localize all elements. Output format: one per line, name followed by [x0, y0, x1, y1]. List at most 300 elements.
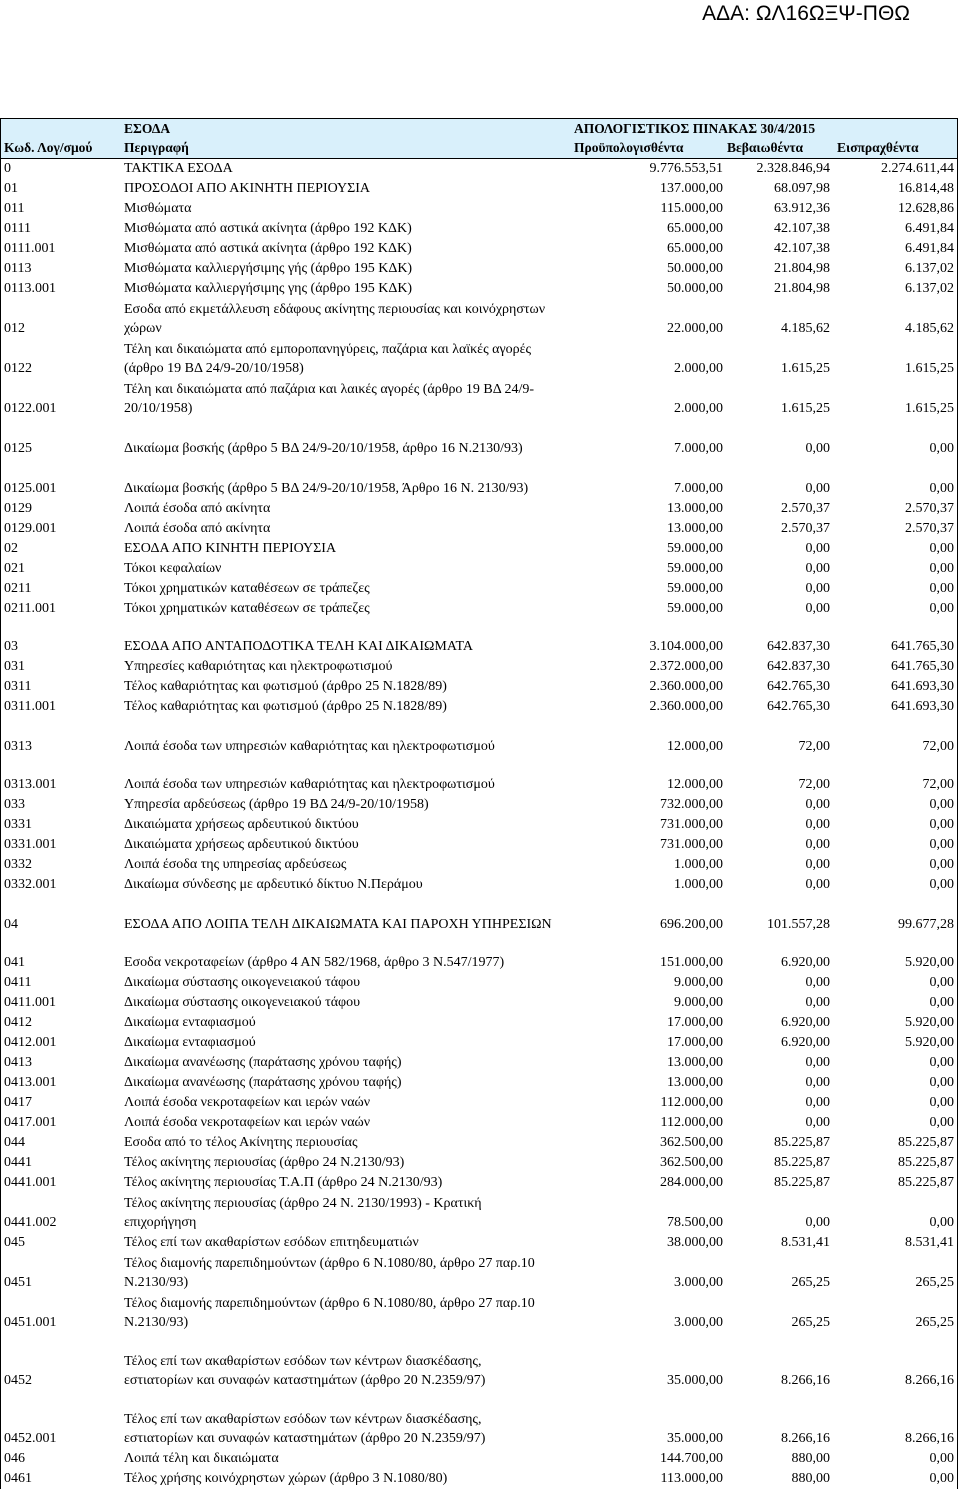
collected-value: 4.185,62	[905, 321, 954, 336]
confirmed-value: 880,00	[791, 1451, 830, 1466]
description: Λοιπά έσοδα από ακίνητα	[124, 501, 271, 516]
account-code: 02	[4, 541, 18, 556]
collected-value: 0,00	[929, 1075, 954, 1090]
budget-value: 2.360.000,00	[649, 679, 723, 694]
account-code: 04	[4, 917, 18, 932]
collected-value: 0,00	[929, 837, 954, 852]
description: Δικαίωμα σύνδεσης με αρδευτικό δίκτυο Ν.Περάμου	[124, 877, 423, 892]
table-row	[1, 199, 957, 219]
budget-value: 151.000,00	[660, 955, 723, 970]
collected-value: 0,00	[929, 877, 954, 892]
account-code: 0451	[4, 1275, 32, 1290]
account-code: 012	[4, 321, 25, 336]
description: Τέλος διαμονής παρεπιδημούντων (άρθρο 6 Ν.1080/80, άρθρο 27 παρ.10 Ν.2130/93)	[124, 1256, 535, 1290]
description: Μισθώματα από αστικά ακίνητα (άρθρο 192 ΚΔΚ)	[124, 221, 412, 236]
account-code: 03	[4, 639, 18, 654]
table-row	[1, 1133, 957, 1153]
budget-value: 9.000,00	[674, 995, 723, 1010]
budget-value: 1.000,00	[674, 857, 723, 872]
confirmed-value: 0,00	[805, 857, 830, 872]
budget-value: 731.000,00	[660, 837, 723, 852]
budget-value: 12.000,00	[667, 777, 723, 792]
confirmed-value: 8.531,41	[781, 1235, 830, 1250]
table-row	[1, 835, 957, 855]
budget-value: 362.500,00	[660, 1155, 723, 1170]
table-row	[1, 299, 957, 339]
confirmed-value: 85.225,87	[774, 1135, 830, 1150]
description: Τέλος ακίνητης περιουσίας (άρθρο 24 Ν. 2130/1993) - Κρατική επιχορήγηση	[124, 1196, 482, 1230]
budget-value: 38.000,00	[667, 1235, 723, 1250]
account-code: 0411.001	[4, 995, 56, 1010]
budget-value: 12.000,00	[667, 739, 723, 754]
table-row	[1, 1449, 957, 1469]
table-row	[1, 875, 957, 895]
collected-value: 0,00	[929, 541, 954, 556]
description: Εσοδα νεκροταφείων (άρθρο 4 ΑΝ 582/1968, άρθρο 3 Ν.547/1977)	[124, 955, 505, 970]
collected-value: 6.137,02	[905, 261, 954, 276]
table-row	[1, 677, 957, 697]
col-desc-header: Περιγραφή	[124, 140, 189, 155]
account-code: 0331	[4, 817, 32, 832]
account-code: 0313.001	[4, 777, 57, 792]
account-code: 0441.002	[4, 1215, 57, 1230]
collected-value: 641.693,30	[891, 699, 954, 714]
collected-value: 0,00	[929, 1115, 954, 1130]
col-confirmed-header: Βεβαιωθέντα	[727, 140, 804, 155]
description: Τέλος επί των ακαθαρίστων εσόδων επιτηδευματιών	[124, 1235, 419, 1250]
confirmed-value: 1.615,25	[781, 361, 830, 376]
account-code: 0122.001	[4, 401, 57, 416]
collected-value: 85.225,87	[898, 1135, 954, 1150]
account-code: 0311.001	[4, 699, 56, 714]
description: Τέλος διαμονής παρεπιδημούντων (άρθρο 6 Ν.1080/80, άρθρο 27 παρ.10 Ν.2130/93)	[124, 1296, 535, 1330]
description: Δικαίωμα σύστασης οικογενειακού τάφου	[124, 975, 361, 990]
budget-value: 17.000,00	[667, 1015, 723, 1030]
confirmed-value: 0,00	[805, 995, 830, 1010]
confirmed-value: 6.920,00	[781, 1035, 830, 1050]
confirmed-value: 8.266,16	[781, 1373, 830, 1388]
budget-value: 144.700,00	[660, 1451, 723, 1466]
description: Λοιπά έσοδα της υπηρεσίας αρδεύσεως	[124, 857, 347, 872]
table-row	[1, 757, 957, 795]
confirmed-value: 85.225,87	[774, 1175, 830, 1190]
budget-value: 35.000,00	[667, 1373, 723, 1388]
description: ΤΑΚΤΙΚΑ ΕΣΟΔΑ	[124, 161, 233, 176]
table-row	[1, 855, 957, 875]
confirmed-value: 0,00	[805, 1055, 830, 1070]
account-code: 01	[4, 181, 18, 196]
account-code: 0417	[4, 1095, 32, 1110]
column-header-row	[1, 139, 957, 158]
collected-value: 0,00	[929, 1215, 954, 1230]
collected-value: 1.615,25	[905, 361, 954, 376]
confirmed-value: 6.920,00	[781, 955, 830, 970]
confirmed-value: 0,00	[805, 1115, 830, 1130]
confirmed-value: 101.557,28	[767, 917, 830, 932]
budget-value: 50.000,00	[667, 261, 723, 276]
table-row	[1, 1173, 957, 1193]
budget-value: 65.000,00	[667, 241, 723, 256]
collected-value: 8.266,16	[905, 1431, 954, 1446]
description: Υπηρεσίες καθαριότητας και ηλεκτροφωτισμού	[124, 659, 393, 674]
confirmed-value: 42.107,38	[774, 241, 830, 256]
description: Τέλος ακίνητης περιουσίας Τ.Α.Π (άρθρο 24 Ν.2130/93)	[124, 1175, 443, 1190]
table-row	[1, 579, 957, 599]
table-row	[1, 1053, 957, 1073]
confirmed-value: 0,00	[805, 1095, 830, 1110]
collected-value: 6.137,02	[905, 281, 954, 296]
account-code: 0441	[4, 1155, 32, 1170]
budget-value: 13.000,00	[667, 1075, 723, 1090]
account-code: 0211.001	[4, 601, 56, 616]
budget-value: 13.000,00	[667, 501, 723, 516]
budget-value: 22.000,00	[667, 321, 723, 336]
collected-value: 6.491,84	[905, 241, 954, 256]
description: Δικαιώματα χρήσεως αρδευτικού δικτύου	[124, 837, 359, 852]
table-row	[1, 1153, 957, 1173]
col-collected-header: Εισπραχθέντα	[837, 140, 919, 155]
description: Τέλος επί των ακαθαρίστων εσόδων των κέντρων διασκέδασης, εστιατορίων και συναφών καταστημάτων (άρθρο 20 Ν.2359/97)	[124, 1354, 486, 1388]
collected-value: 99.677,28	[898, 917, 954, 932]
confirmed-value: 0,00	[805, 581, 830, 596]
budget-value: 2.000,00	[674, 361, 723, 376]
budget-value: 7.000,00	[674, 441, 723, 456]
budget-value: 78.500,00	[667, 1215, 723, 1230]
collected-value: 85.225,87	[898, 1175, 954, 1190]
table-row	[1, 1073, 957, 1093]
table-row	[1, 219, 957, 239]
col-budget-header: Προϋπολογισθέντα	[574, 140, 684, 155]
account-code: 0413.001	[4, 1075, 57, 1090]
account-code: 0113.001	[4, 281, 56, 296]
table-row	[1, 1233, 957, 1253]
confirmed-value: 642.765,30	[767, 679, 830, 694]
table-title-row	[1, 118, 957, 139]
confirmed-value: 42.107,38	[774, 221, 830, 236]
collected-value: 2.274.611,44	[881, 161, 954, 176]
account-code: 0313	[4, 739, 32, 754]
budget-value: 13.000,00	[667, 1055, 723, 1070]
confirmed-value: 1.615,25	[781, 401, 830, 416]
collected-value: 0,00	[929, 1055, 954, 1070]
collected-value: 0,00	[929, 797, 954, 812]
account-code: 011	[4, 201, 25, 216]
description: Τέλη και δικαιώματα από εμποροπανηγύρεις, παζάρια και λαϊκές αγορές (άρθρο 19 ΒΔ 24/9-20/10/1958)	[124, 342, 532, 376]
confirmed-value: 880,00	[791, 1471, 830, 1486]
account-code: 0417.001	[4, 1115, 57, 1130]
table-row	[1, 1193, 957, 1233]
confirmed-value: 0,00	[805, 1075, 830, 1090]
table-row	[1, 279, 957, 299]
confirmed-value: 21.804,98	[774, 281, 830, 296]
confirmed-value: 0,00	[805, 1215, 830, 1230]
table-row	[1, 1333, 957, 1391]
account-code: 0	[4, 161, 11, 176]
table-row	[1, 179, 957, 199]
description: Υπηρεσία αρδεύσεως (άρθρο 19 ΒΔ 24/9-20/10/1958)	[124, 797, 429, 812]
description: Δικαιώματα χρήσεως αρδευτικού δικτύου	[124, 817, 359, 832]
collected-value: 5.920,00	[905, 955, 954, 970]
table-row	[1, 697, 957, 717]
table-row	[1, 795, 957, 815]
budget-value: 112.000,00	[660, 1095, 723, 1110]
confirmed-value: 2.328.846,94	[756, 161, 830, 176]
collected-value: 2.570,37	[905, 521, 954, 536]
account-code: 045	[4, 1235, 25, 1250]
account-code: 0412.001	[4, 1035, 57, 1050]
collected-value: 641.693,30	[891, 679, 954, 694]
description: Λοιπά τέλη και δικαιώματα	[124, 1451, 279, 1466]
account-code: 0111.001	[4, 241, 56, 256]
budget-value: 59.000,00	[667, 601, 723, 616]
confirmed-value: 265,25	[791, 1275, 830, 1290]
account-code: 0113	[4, 261, 32, 276]
description: Τέλος καθαριότητας και φωτισμού (άρθρο 25 Ν.1828/89)	[124, 679, 447, 694]
description: Εσοδα από εκμετάλλευση εδάφους ακίνητης περιουσίας και κοινόχρηστων χώρων	[124, 302, 546, 336]
description: Δικαίωμα βοσκής (άρθρο 5 ΒΔ 24/9-20/10/1958, άρθρο 16 Ν.2130/93)	[124, 441, 523, 456]
description: Δικαίωμα ανανέωσης (παράτασης χρόνου ταφής)	[124, 1075, 402, 1090]
description: Τόκοι χρηματικών καταθέσεων σε τράπεζες	[124, 601, 370, 616]
budget-value: 65.000,00	[667, 221, 723, 236]
description: Μισθώματα	[124, 201, 192, 216]
confirmed-value: 72,00	[798, 739, 830, 754]
collected-value: 1.615,25	[905, 401, 954, 416]
account-code: 0411	[4, 975, 32, 990]
confirmed-value: 0,00	[805, 601, 830, 616]
table-row	[1, 419, 957, 459]
account-code: 0332.001	[4, 877, 57, 892]
account-code: 033	[4, 797, 25, 812]
confirmed-value: 4.185,62	[781, 321, 830, 336]
collected-value: 0,00	[929, 1095, 954, 1110]
budget-value: 13.000,00	[667, 521, 723, 536]
description: ΕΣΟΔΑ ΑΠΟ ΑΝΤΑΠΟΔΟΤΙΚΑ ΤΕΛΗ ΚΑΙ ΔΙΚΑΙΩΜΑΤΑ	[124, 639, 473, 654]
collected-value: 5.920,00	[905, 1015, 954, 1030]
description: ΕΣΟΔΑ ΑΠΟ ΛΟΙΠΑ ΤΕΛΗ ΔΙΚΑΙΩΜΑΤΑ ΚΑΙ ΠΑΡΟΧΗ ΥΠΗΡΕΣΙΩΝ	[124, 917, 552, 932]
collected-value: 5.920,00	[905, 1035, 954, 1050]
confirmed-value: 0,00	[805, 541, 830, 556]
collected-value: 0,00	[929, 1451, 954, 1466]
collected-value: 0,00	[929, 481, 954, 496]
description: Εσοδα από το τέλος Ακίνητης περιουσίας	[124, 1135, 358, 1150]
collected-value: 641.765,30	[891, 639, 954, 654]
collected-value: 0,00	[929, 441, 954, 456]
account-code: 0441.001	[4, 1175, 57, 1190]
account-code: 021	[4, 561, 25, 576]
table-row	[1, 259, 957, 279]
confirmed-value: 21.804,98	[774, 261, 830, 276]
budget-value: 731.000,00	[660, 817, 723, 832]
table-row	[1, 1033, 957, 1053]
account-code: 0412	[4, 1015, 32, 1030]
description: ΕΣΟΔΑ ΑΠΟ ΚΙΝΗΤΗ ΠΕΡΙΟΥΣΙΑ	[124, 541, 337, 556]
table-row	[1, 519, 957, 539]
table-row	[1, 459, 957, 499]
table-row	[1, 158, 957, 179]
description: Τέλος χρήσης κοινόχρηστων χώρων (άρθρο 3 Ν.1080/80)	[124, 1471, 448, 1486]
collected-value: 72,00	[922, 739, 954, 754]
budget-value: 696.200,00	[660, 917, 723, 932]
budget-value: 9.776.553,51	[649, 161, 723, 176]
account-code: 041	[4, 955, 25, 970]
collected-value: 85.225,87	[898, 1155, 954, 1170]
description: Λοιπά έσοδα των υπηρεσιών καθαριότητας και ηλεκτροφωτισμού	[124, 739, 495, 754]
budget-value: 2.360.000,00	[649, 699, 723, 714]
section-title: ΕΣΟΔΑ	[124, 121, 171, 136]
confirmed-value: 8.266,16	[781, 1431, 830, 1446]
ada-reference: ΑΔΑ: ΩΛ16ΩΞΨ-ΠΘΩ	[702, 2, 910, 25]
table-row	[1, 1013, 957, 1033]
collected-value: 0,00	[929, 581, 954, 596]
account-code: 0451.001	[4, 1315, 57, 1330]
budget-value: 17.000,00	[667, 1035, 723, 1050]
confirmed-value: 0,00	[805, 817, 830, 832]
table-row	[1, 935, 957, 973]
collected-value: 641.765,30	[891, 659, 954, 674]
budget-value: 9.000,00	[674, 975, 723, 990]
confirmed-value: 0,00	[805, 877, 830, 892]
table-row	[1, 599, 957, 619]
description: Τέλος επί των ακαθαρίστων εσόδων των κέντρων διασκέδασης, εστιατορίων και συναφών καταστημάτων (άρθρο 20 Ν.2359/97)	[124, 1412, 486, 1446]
confirmed-value: 642.837,30	[767, 639, 830, 654]
budget-value: 362.500,00	[660, 1135, 723, 1150]
budget-value: 2.000,00	[674, 401, 723, 416]
table-row	[1, 973, 957, 993]
budget-value: 3.000,00	[674, 1275, 723, 1290]
budget-value: 59.000,00	[667, 581, 723, 596]
budget-value: 35.000,00	[667, 1431, 723, 1446]
account-code: 031	[4, 659, 25, 674]
budget-value: 7.000,00	[674, 481, 723, 496]
budget-value: 50.000,00	[667, 281, 723, 296]
description: Μισθώματα καλλιεργήσιμης γης (άρθρο 195 ΚΔΚ)	[124, 281, 413, 296]
budget-value: 112.000,00	[660, 1115, 723, 1130]
collected-value: 6.491,84	[905, 221, 954, 236]
budget-value: 115.000,00	[660, 201, 723, 216]
confirmed-value: 68.097,98	[774, 181, 830, 196]
table-row	[1, 1093, 957, 1113]
confirmed-value: 265,25	[791, 1315, 830, 1330]
description: Τέλος ακίνητης περιουσίας (άρθρο 24 Ν.2130/93)	[124, 1155, 405, 1170]
collected-value: 8.266,16	[905, 1373, 954, 1388]
description: Δικαίωμα σύστασης οικογενειακού τάφου	[124, 995, 361, 1010]
collected-value: 0,00	[929, 995, 954, 1010]
collected-value: 8.531,41	[905, 1235, 954, 1250]
collected-value: 265,25	[915, 1275, 954, 1290]
description: Λοιπά έσοδα νεκροταφείων και ιερών ναών	[124, 1115, 371, 1130]
account-code: 0211	[4, 581, 32, 596]
account-code: 0129	[4, 501, 32, 516]
confirmed-value: 642.837,30	[767, 659, 830, 674]
collected-value: 0,00	[929, 1471, 954, 1486]
confirmed-value: 642.765,30	[767, 699, 830, 714]
table-row	[1, 1293, 957, 1333]
account-code: 0452	[4, 1373, 32, 1388]
table-row	[1, 1469, 957, 1489]
description: Μισθώματα καλλιεργήσιμης γής (άρθρο 195 ΚΔΚ)	[124, 261, 413, 276]
description: Τέλη και δικαιώματα από παζάρια και λαικές αγορές (άρθρο 19 ΒΔ 24/9-20/10/1958)	[124, 382, 535, 416]
table-body	[1, 158, 957, 1489]
account-code: 044	[4, 1135, 25, 1150]
description: Λοιπά έσοδα νεκροταφείων και ιερών ναών	[124, 1095, 371, 1110]
account-code: 0332	[4, 857, 32, 872]
table-row	[1, 717, 957, 757]
table-row	[1, 499, 957, 519]
budget-value: 284.000,00	[660, 1175, 723, 1190]
account-code: 0452.001	[4, 1431, 57, 1446]
account-code: 0311	[4, 679, 32, 694]
collected-value: 265,25	[915, 1315, 954, 1330]
collected-value: 16.814,48	[898, 181, 954, 196]
confirmed-value: 0,00	[805, 481, 830, 496]
budget-value: 2.372.000,00	[649, 659, 723, 674]
account-code: 046	[4, 1451, 25, 1466]
budget-value: 1.000,00	[674, 877, 723, 892]
table-row	[1, 1253, 957, 1293]
account-code: 0125	[4, 441, 32, 456]
confirmed-value: 2.570,37	[781, 521, 830, 536]
table-title: ΑΠΟΛΟΓΙΣΤΙΚΟΣ ΠΙΝΑΚΑΣ 30/4/2015	[574, 121, 816, 136]
description: Τόκοι κεφαλαίων	[124, 561, 222, 576]
revenue-table	[0, 118, 958, 1489]
table-row	[1, 895, 957, 935]
table-row	[1, 379, 957, 419]
budget-value: 59.000,00	[667, 561, 723, 576]
confirmed-value: 0,00	[805, 797, 830, 812]
table-row	[1, 993, 957, 1013]
table-row	[1, 339, 957, 379]
collected-value: 72,00	[922, 777, 954, 792]
table-row	[1, 539, 957, 559]
table-row	[1, 1113, 957, 1133]
confirmed-value: 0,00	[805, 837, 830, 852]
table-row	[1, 239, 957, 259]
budget-value: 137.000,00	[660, 181, 723, 196]
collected-value: 0,00	[929, 817, 954, 832]
confirmed-value: 0,00	[805, 561, 830, 576]
col-code-header: Κωδ. Λογ/σμού	[4, 140, 93, 155]
budget-value: 732.000,00	[660, 797, 723, 812]
account-code: 0461	[4, 1471, 32, 1486]
collected-value: 0,00	[929, 975, 954, 990]
account-code: 0125.001	[4, 481, 57, 496]
description: Λοιπά έσοδα από ακίνητα	[124, 521, 271, 536]
confirmed-value: 63.912,36	[774, 201, 830, 216]
account-code: 0413	[4, 1055, 32, 1070]
budget-value: 113.000,00	[660, 1471, 723, 1486]
description: Δικαίωμα βοσκής (άρθρο 5 ΒΔ 24/9-20/10/1958, Άρθρο 16 Ν. 2130/93)	[124, 481, 529, 496]
confirmed-value: 72,00	[798, 777, 830, 792]
budget-value: 59.000,00	[667, 541, 723, 556]
collected-value: 0,00	[929, 561, 954, 576]
account-code: 0331.001	[4, 837, 57, 852]
budget-value: 3.104.000,00	[649, 639, 723, 654]
confirmed-value: 2.570,37	[781, 501, 830, 516]
table-row	[1, 657, 957, 677]
collected-value: 12.628,86	[898, 201, 954, 216]
table-row	[1, 1391, 957, 1449]
description: Τέλος καθαριότητας και φωτισμού (άρθρο 25 Ν.1828/89)	[124, 699, 447, 714]
description: Δικαίωμα ενταφιασμού	[124, 1035, 256, 1050]
description: Λοιπά έσοδα των υπηρεσιών καθαριότητας και ηλεκτροφωτισμού	[124, 777, 495, 792]
confirmed-value: 6.920,00	[781, 1015, 830, 1030]
budget-value: 3.000,00	[674, 1315, 723, 1330]
confirmed-value: 0,00	[805, 441, 830, 456]
collected-value: 0,00	[929, 601, 954, 616]
description: Δικαίωμα ενταφιασμού	[124, 1015, 256, 1030]
account-code: 0111	[4, 221, 31, 236]
description: Τόκοι χρηματικών καταθέσεων σε τράπεζες	[124, 581, 370, 596]
